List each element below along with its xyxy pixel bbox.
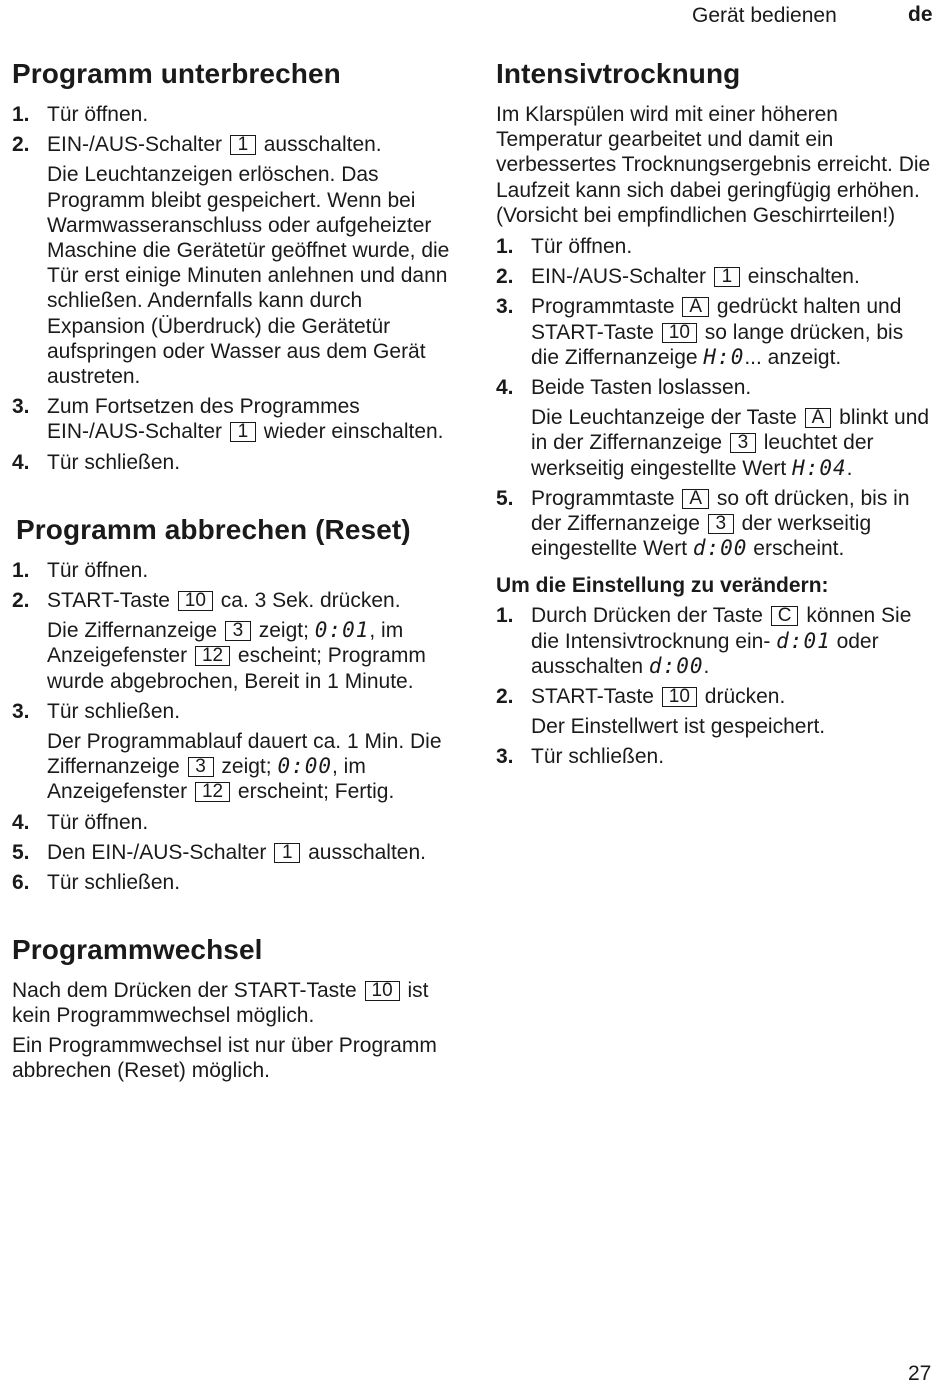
step-text: so oft drücken, bis in der Ziffernanzeige [531,486,910,536]
step-number: 3. [496,745,514,769]
step-text: Tür öffnen. [47,810,149,834]
note-text: zeigt; [221,755,272,779]
step-text: Tür schließen. [47,699,181,723]
right-column [496,56,936,775]
step-text: Tür schließen. [47,871,181,895]
note-text: Die Leuchtanzeige der Taste [531,406,797,430]
key-symbol: 3 [188,757,214,777]
step-text: Zum Fortsetzen des Programmes EIN-/AUS-Schalter [47,395,360,444]
intensive-intro: Im Klarspülen wird mit einer höheren Temperatur gearbeitet und damit ein verbessertes Trocknungsergebnis erreicht. Die Laufzeit kann sich dabei geringfügig erhöhen. (Vorsicht bei empfindlichen Geschirrteilen!) [496,103,931,227]
header-section-title: Gerät bedienen [692,4,837,27]
note-text: Der Programmablauf dauert ca. 1 Min. Die Ziffernanzeige [47,730,442,779]
step-number: 5. [12,840,30,864]
note-text: , im Anzeigefenster [47,619,404,668]
note-text: . [846,456,853,480]
list-item [12,102,452,127]
change-paragraph-2: Ein Programmwechsel ist nur über Programm abbrechen (Reset) möglich. [12,1033,437,1082]
key-symbol: 3 [225,621,251,641]
display-readout: d:00 [648,653,704,678]
step-note: Die Leuchtanzeigen erlöschen. Das Programm bleibt gespeichert. Wenn bei Warmwasseranschluss oder aufgeheizter Maschine die Gerätetür geöffnet wurde, die Tür erst einige Minuten anlehnen und dann schließen. Andernfalls kann durch Expansion (Überdruck) die Gerätetür aufspringen oder Wasser aus dem Gerät austreten. [47,163,450,389]
list-item [496,684,936,739]
section-title-change: Programmwechsel [12,934,263,966]
step-text: Tür schließen. [531,745,665,769]
display-readout: H:0 [703,344,745,369]
section-title-interrupt: Programm unterbrechen [12,58,341,89]
step-number: 5. [496,486,514,510]
key-symbol: 12 [195,782,230,802]
list-item [12,558,452,583]
step-text: erscheint. [753,537,845,561]
paragraph-text: Nach dem Drücken der START-Taste [12,979,357,1003]
display-readout: 0:01 [314,618,370,643]
step-text: START-Taste [531,685,654,709]
list-item [12,588,452,694]
step-text: drücken. [704,685,786,709]
display-readout: d:01 [776,628,831,653]
step-number: 4. [12,450,30,474]
display-readout: d:00 [692,536,748,561]
step-note [531,405,936,481]
list-item [12,870,452,895]
key-symbol: 1 [714,267,740,287]
list-item [496,264,936,289]
key-symbol: A [682,297,709,317]
key-symbol: 10 [662,323,697,343]
step-note [47,618,452,694]
step-text: Durch Drücken der Taste [531,604,763,628]
step-text: Tür öffnen. [47,103,149,126]
list-item [12,132,452,389]
reset-steps [12,558,452,895]
step-number: 2. [12,133,30,157]
settings-subtitle: Um die Einstellung zu verändern: [496,574,829,598]
step-number: 3. [12,699,30,723]
step-text: Den EIN-/AUS-Schalter [47,840,267,864]
key-symbol: 1 [274,843,300,863]
step-text: wieder einschalten. [263,420,444,444]
step-number: 3. [12,395,30,419]
list-item [12,394,452,444]
settings-steps [496,603,936,769]
key-symbol: 10 [178,591,213,611]
list-item [12,840,452,865]
key-symbol: A [682,489,709,509]
step-text: Tür schließen. [47,450,181,474]
step-number: 2. [12,589,30,613]
note-text: Die Ziffernanzeige [47,619,218,643]
step-number: 6. [12,871,30,895]
step-text: Tür öffnen. [531,235,633,259]
step-text: oder ausschalten [531,629,879,678]
step-number: 1. [496,604,514,628]
step-text: der werkseitig eingestellte Wert [531,512,872,561]
step-text: so lange drücken, bis die Ziffernanzeige [531,320,904,369]
step-text: Beide Tasten loslassen. [531,376,752,400]
list-item [12,450,452,475]
step-text: gedrückt halten und START-Taste [531,295,902,344]
key-symbol: 1 [230,422,256,442]
step-text: ausschalten. [263,133,382,157]
display-readout: H:04 [792,455,847,480]
step-text: einschalten. [747,265,860,289]
step-text: Programmtaste [531,295,675,319]
step-number: 4. [12,810,30,834]
section-title-intensive: Intensivtrocknung [496,58,741,89]
note-text: escheint; Programm wurde abgebrochen, Bereit in 1 Minute. [47,644,426,693]
step-number: 4. [496,376,514,400]
step-number: 1. [12,558,30,582]
step-number: 3. [496,295,514,319]
step-text: können Sie die Intensivtrocknung ein- [531,604,912,653]
list-item [496,375,936,481]
step-number: 2. [496,685,514,709]
list-item [496,294,936,370]
key-symbol: 3 [708,514,734,534]
step-note: Der Einstellwert ist gespeichert. [531,715,826,739]
list-item [496,744,936,769]
key-symbol: 10 [365,981,400,1001]
step-text: Programmtaste [531,486,675,510]
section-title-reset: Programm abbrechen (Reset) [16,513,411,545]
note-text: blinkt und in der Ziffernanzeige [531,406,930,455]
note-text: , im Anzeigefenster [47,755,366,804]
step-text: ausschalten. [308,840,427,864]
header-language-code: de [908,3,933,26]
list-item [12,810,452,835]
step-number: 2. [496,265,514,289]
note-text: zeigt; [258,619,309,643]
note-text: erscheint; Fertig. [237,780,395,804]
step-text: ... anzeigt. [744,345,842,369]
list-item [496,234,936,259]
step-number: 1. [12,103,30,126]
step-text: Tür öffnen. [47,558,149,582]
key-symbol: 12 [195,646,230,666]
key-symbol: 3 [730,433,756,453]
step-text: EIN-/AUS-Schalter [531,265,707,289]
left-column [12,56,452,1087]
step-number: 1. [496,235,514,259]
list-item [12,699,452,805]
list-item [496,603,936,679]
step-note [47,729,452,805]
page-number: 27 [908,1362,932,1385]
step-text: EIN-/AUS-Schalter [47,133,223,157]
intensive-steps [496,234,936,561]
interrupt-steps [12,102,452,475]
key-symbol: C [771,606,799,626]
display-readout: 0:00 [277,754,333,779]
change-paragraph-1 [12,978,452,1028]
note-text: leuchtet der werkseitig eingestellte Wert [531,431,874,480]
paragraph-text: ist kein Programmwechsel möglich. [12,979,429,1028]
step-text: ca. 3 Sek. drücken. [220,589,401,613]
key-symbol: 10 [662,687,697,707]
step-text: START-Taste [47,589,170,613]
list-item [496,486,936,562]
step-text: . [703,654,710,678]
key-symbol: 1 [230,135,256,155]
key-symbol: A [805,408,832,428]
